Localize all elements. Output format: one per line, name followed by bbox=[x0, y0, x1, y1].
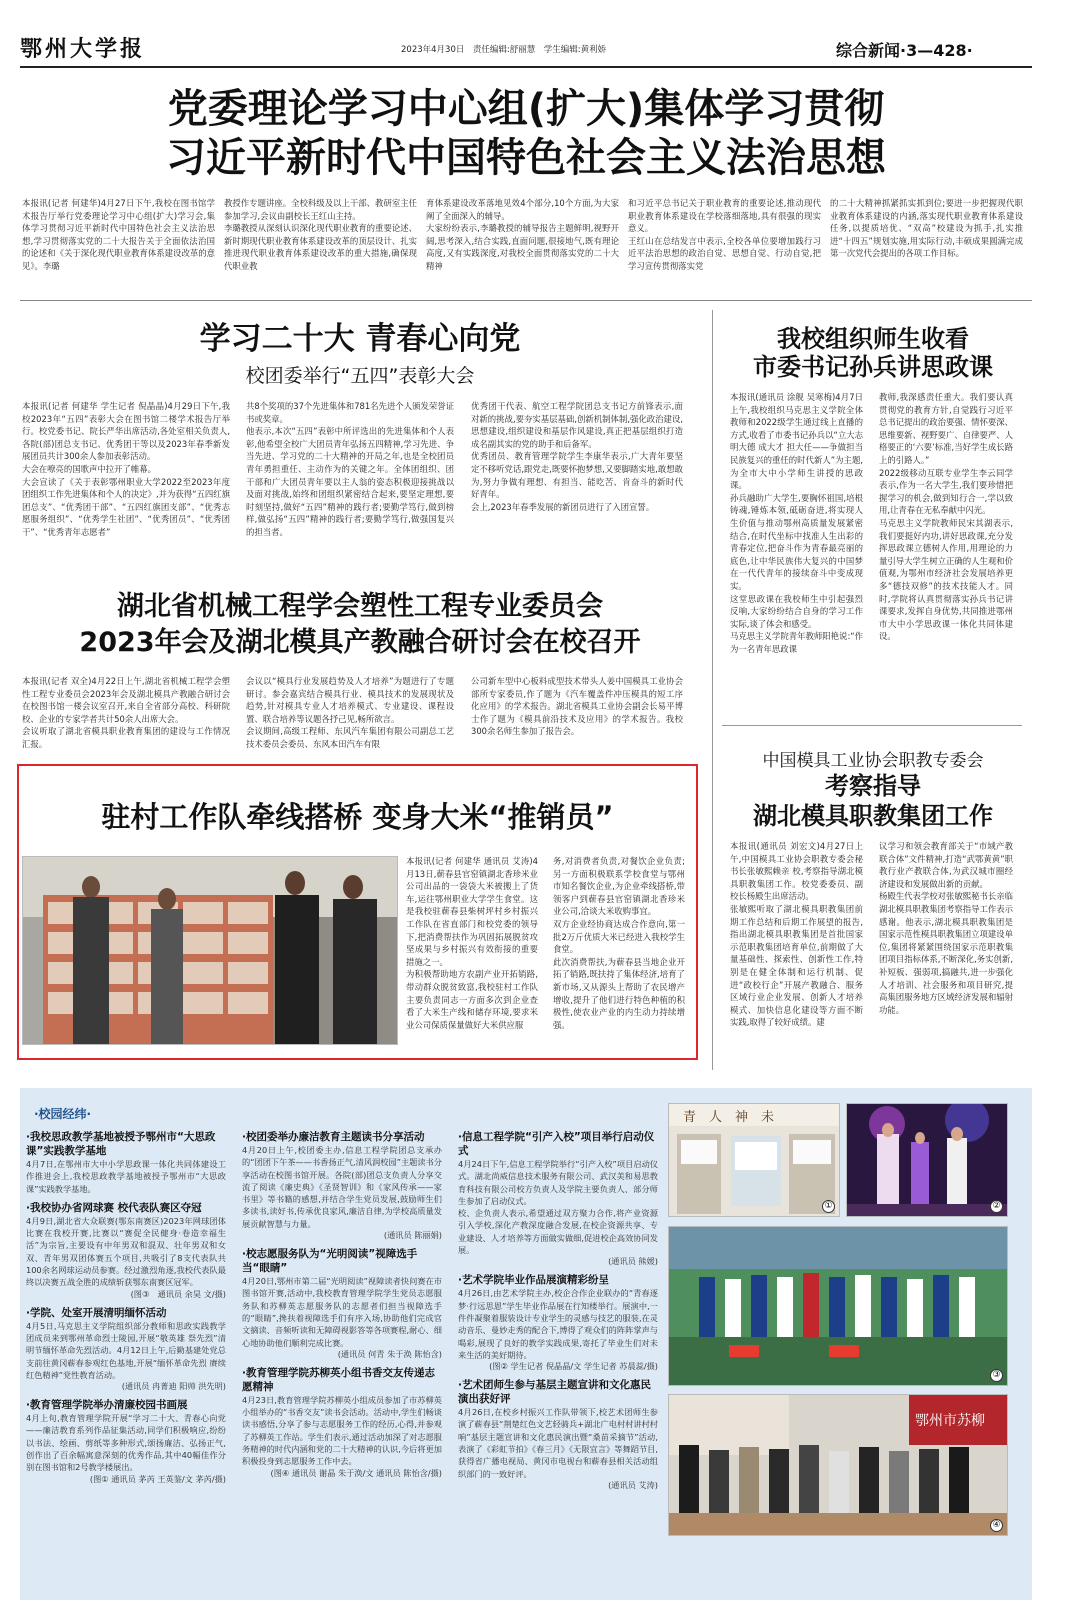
side2-title-line2: 湖北模具职教集团工作 bbox=[753, 801, 993, 830]
brief-body: 4月23日,教育管理学院苏柳英小组成员参加了市苏柳英小组举办的“书香交友”读书会活动。活动中,学生们畅谈读书感悟,分享了参与志愿服务工作的经历,心得,并参观了苏柳英工作站。学生们表示,通过活动加深了对志愿服务精神的时代内涵和党的二十大精神的认识,今后将更加积极投身到志愿服务工作中去。 bbox=[242, 1394, 442, 1467]
brief-title: ·我校思政教学基地被授予鄂州市“大思政课”实践教学基地 bbox=[26, 1131, 216, 1157]
brief-title: ·学院、处室开展清明缅怀活动 bbox=[26, 1306, 167, 1319]
brief-body: 4月20日,鄂州市第二届“光明阅读”视障读者快问赛在市图书馆开赛,活动中,我校教育管理学院学生党员志愿服务队和苏柳英志愿服务队的志愿者们担当视障选手的“眼睛”,搀扶着视障选手们有序入场,协助他们完成官文摘读、音频听读和无障碍视影答等各项赛程,耐心、细心地协助他们顺利完成比赛。 bbox=[242, 1276, 442, 1348]
fashion-show-photo bbox=[847, 1104, 1008, 1217]
brief-title: ·校志愿服务队为“光明阅读”视障选手当“眼睛” bbox=[242, 1248, 418, 1275]
mech-col-3: 公司新车型中心板料成型技术带头人姜中国模具工业协会部所专家委员,作了题为《汽车覆盖件冲压模具的短工序化应用》的学术报告。湖北省模具工业协会副会长易平博士作了题为《模具前沿技术及应用》的学术报告。我校300余名师生参加了报告会。 bbox=[471, 676, 683, 737]
lead-title-line2: 习近平新时代中国特色社会主义法治思想 bbox=[166, 135, 886, 181]
photo-tennis-team bbox=[668, 1226, 1008, 1386]
briefs-col-1 bbox=[26, 1130, 226, 1595]
tennis-team-photo bbox=[669, 1227, 1008, 1386]
side2-kicker: 中国模具工业协会职教专委会 bbox=[762, 751, 984, 771]
brief-body: 4月26日,在校乡村振兴工作队带领下,校艺术团师生参演了蕲春县“荆楚红色文艺轻骑兵+湖北广电村村讲村村响”基层主题宣讲和文化惠民演出暨“桑苗采摘节”活动,表演了《彩虹节拍》《春三月》《无限宜言》等舞蹈节目,获得省广播电视局、黄冈市电视台和蕲春县相关活动组织部门的一致好评。 bbox=[458, 1407, 658, 1479]
youth-title: 学习二十大 青春心向党 bbox=[199, 321, 521, 357]
volunteer-sign-text: 鄂州市苏柳 bbox=[915, 1413, 985, 1429]
mech-col-1: 本报讯(记者 双全)4月22日上午,湖北省机械工程学会塑性工程专业委员会2023年会及湖北模具产教融合研讨会在校图书馆一楼会议室召开,来自全省部分高校、科研院校、企业的专家学者共计50余人出席大会。 会议听取了湖北省模具职业教育集团的建设与工作情况汇报。 bbox=[22, 676, 230, 749]
date-line: 2023年4月30日 责任编辑:舒丽慧 学生编辑:黄利娇 bbox=[401, 45, 607, 55]
photo-volunteer-group bbox=[668, 1394, 1008, 1536]
brief-title: ·我校协办省网球赛 校代表队赛区夺冠 bbox=[26, 1201, 202, 1214]
brief-credit: (图① 通讯员 茅芮 王英鉴/文 茅芮/摄) bbox=[89, 1473, 226, 1484]
brief-item bbox=[242, 1247, 442, 1360]
brief-item bbox=[242, 1130, 442, 1241]
rice-warehouse-photo bbox=[23, 857, 398, 1045]
brief-body: 4月5日,马克思主义学院组织部分教师和思政实践教学团成员来到鄂州革命烈士陵园,开展“敬英雄 祭先烈”清明节缅怀革命先烈活动。4月12日上午,后勤基建处党总支前往黄冈蕲春参观红色基地,开展“缅怀革命先烈 赓续红色精神”党性教育活动。 bbox=[26, 1320, 226, 1380]
briefs-header: ·校园经纬· bbox=[34, 1107, 92, 1121]
brief-body: 4月24日下午,信息工程学院举行“引产入校”项目启动仪式。湖北尚威信息技术服务有限公司、武汉美和易思教育科技有限公司校方负责人及学院主要负责人、部分师生参加了启动仪式。 校、企负责人表示,希望通过双方聚力合作,将产业资源引入学校,深化产教深度融合发展,在校企资源共享、专业建设、人才培养等方面做实做细,促进校企高效协同发展。 bbox=[458, 1159, 658, 1256]
brief-item bbox=[458, 1130, 658, 1267]
youth-col-3: 优秀团干代表、航空工程学院团总支书记方前锋表示,面对新的挑战,要夯实基层基础,创新机制体制,强化政治建设,思想建设,组织建设和基层作风建设,真正把基层组织打造成名副其实的党的助手和后备军。 优秀团员、教育管理学院学生李康华表示,广大青年要坚定不移听党话,跟党走,既要怀抱梦想,又要脚踏实地,敢想敢为,努力争做有理想、有担当、能吃苦、肯奋斗的新时代好青年。 会上,2023年春季发展的新团员进行了入团宣誓。 bbox=[471, 401, 683, 512]
lead-title-line1: 党委理论学习中心组(扩大)集体学习贯彻 bbox=[167, 86, 885, 132]
volunteer-group-photo bbox=[669, 1395, 1008, 1536]
brief-title: ·校团委举办廉洁教育主题读书分享活动 bbox=[242, 1131, 425, 1143]
briefs-col-2 bbox=[242, 1130, 442, 1595]
divider bbox=[20, 300, 1032, 301]
brief-item bbox=[26, 1398, 226, 1484]
header-rule bbox=[20, 66, 1032, 68]
brief-credit: (通讯员 艾涛) bbox=[608, 1479, 658, 1490]
brief-body: 4月7日,在鄂州市大中小学思政课一体化共同体建设工作推进会上,我校思政教学基地被授予鄂州市“大思政课”实践教学基地。 bbox=[26, 1159, 226, 1194]
brief-credit: (通讯员 冉菁迪 阳帅 洪先明) bbox=[121, 1381, 226, 1392]
exhibition-sign-text: 青 人 神 未 bbox=[683, 1110, 775, 1125]
brief-item bbox=[458, 1378, 658, 1491]
brief-body: 4月26日,由艺术学院主办,校企合作企业联办的“青春逐梦·行远思恩”学生毕业作品展在行知楼举行。展演中,一件件凝聚着服装设计专业学生的灵感与技艺的服装,在灵动音乐、曼妙走秀的配合下,博得了观众们的阵阵掌声与喝彩,展现了良好的教学实践成果,寄托了毕业生们对未来生活的美好期待。 bbox=[458, 1288, 658, 1360]
mech-title-line2: 2023年会及湖北模具产教融合研讨会在校召开 bbox=[79, 627, 641, 658]
brief-item bbox=[26, 1130, 226, 1195]
photo-fashion-show bbox=[846, 1103, 1008, 1217]
brief-credit: (图④ 通讯员 谢晶 朱于涣/文 通讯员 陈怡含/摄) bbox=[270, 1467, 442, 1478]
lead-col-2: 教授作专题讲座。全校科级及以上干部、教研室主任参加学习,会议由副校长王红山主持。 李璐教授从深刻认识深化现代职业教育的重要论述、新时期现代职业教育体系建设改革的顶层设计、扎实推进现代职业教育体系建设改革的重大措施,确保现代职业教 bbox=[224, 198, 417, 271]
brief-item bbox=[26, 1306, 226, 1392]
brief-body: 4月20日上午,校团委主办,信息工程学院团总支承办的“团团下午茶——书香扬正气,清风润校园”主题读书分享活动在校图书馆开展。各院(部)团总支负责人分享交流了阅读《廉史典》《圣贤智训》和《家风传承——家书里》等书籍的感想,并结合学生党员发展,鼓励师生们多读书,读好书,传承优良家风,廉洁自律,为学校高质量发展贡献智慧与力量。 bbox=[242, 1145, 442, 1229]
brief-body: 4月上旬,教育管理学院开展“学习二十大、青春心向党——廉洁教育系列作品征集活动,同学们积极响应,纷纷以书法、绘画、剪纸等多种形式,颂扬廉洁、弘扬正气,创作出了百余幅寓意深刻的优秀作品,其中40幅佳作分别在图书馆和2号教学楼展出。 bbox=[26, 1413, 226, 1473]
brief-credit: (通讯员 熊媛) bbox=[608, 1256, 658, 1267]
side1-title-line1: 我校组织师生收看 bbox=[777, 324, 969, 353]
brief-title: ·艺术学院毕业作品展演精彩纷呈 bbox=[458, 1274, 609, 1287]
brief-credit: (图② 学生记者 倪晶晶/文 学生记者 苏晨蕊/摄) bbox=[489, 1361, 658, 1372]
lead-col-4: 和习近平总书记关于职业教育的重要论述,推动现代职业教育体系建设在学校落细落地,具有很强的现实意义。 王红山在总结发言中表示,全校各单位要增加践行习近平法治思想的政治自觉、思想自觉、行动自觉,把学习宣传贯彻落实党 bbox=[628, 198, 821, 271]
village-photo bbox=[22, 856, 398, 1045]
brief-title: ·信息工程学院“引产入校”项目举行启动仪式 bbox=[458, 1131, 655, 1157]
brief-credit: (通讯员 陈丽娟) bbox=[383, 1230, 442, 1241]
side2-col-2: 议学习和领会教育部关于“市域产教联合体”文件精神,打造“武鄂黄黄”职教行业产教联合体,为武汉城市圈经济建设和发展做出新的贡献。 杨殿生代表学校对张敏熙秘书长亲临湖北模具职教集团考察指导工作表示感谢。他表示,湖北模具职教集团是国家示范性模具职教集团立项建设单位,集团将紧紧围绕国家示范职教集团项目指标体系,不断深化,务实创新,补短板、强弱项,搞融共,进一步强化人才培训、社会服务和项目研究,提高集团服务地方区域经济发展和辐射功能。 bbox=[879, 841, 1013, 1015]
section-label: 综合新闻·3—428· bbox=[836, 41, 973, 60]
mech-title-line1: 湖北省机械工程学会塑性工程专业委员会 bbox=[117, 591, 603, 622]
youth-subtitle: 校团委举行“五四”表彰大会 bbox=[245, 365, 475, 387]
mech-col-2: 会议以“模具行业发展趋势及人才培养”为题进行了专题研讨。参会嘉宾结合模具行业、模具技术的发展现状及趋势,针对模具专业人才培养模式、专业建设、课程设置、联合培养等议题各抒己见,畅所欲言。 会议期间,高级工程师、东风汽车集团有限公司副总工艺技术委员会委员、东风本田汽车有限 bbox=[246, 676, 454, 749]
photo-exhibition bbox=[668, 1103, 840, 1217]
brief-item bbox=[242, 1366, 442, 1479]
side2-title-line1: 考察指导 bbox=[825, 771, 921, 800]
brief-item bbox=[26, 1201, 226, 1300]
photo-label: ③ bbox=[990, 1369, 1003, 1382]
brief-credit: (通讯员 何青 朱于涣 陈怡含) bbox=[337, 1348, 442, 1359]
side1-col-2: 教师,我深感责任重大。我们要认真贯彻党的教育方针,自觉践行习近平总书记提出的政治要强、情怀要深、思维要新、视野要广、自律要严、人格要正的‘六要’标准,当好学生成长路上的引路人。” 2022级移动互联专业学生李云同学表示,作为一名大学生,我们要珍惜把握学习的机会,做到知行合一,学以致用,让青春在无私奉献中闪光。 马克思主义学院教师民宋其湖表示,我们要挺好内功,讲好思政课,充分发挥思政课立德树人作用,用理论的力量引导大学生树立正确的人生观和价值观,为鄂州市经济社会发展培养更多“德技双修”的技术技能人才。同时,学院将认真贯彻落实孙兵书记讲课要求,发挥自身优势,共同推进鄂州市大中小学思政课一体化共同体建设。 bbox=[879, 392, 1013, 642]
briefs-col-3 bbox=[458, 1130, 658, 1595]
village-title: 驻村工作队牵线搭桥 变身大米“推销员” bbox=[101, 800, 614, 834]
village-col-1: 本报讯(记者 何建华 通讯员 艾涛)4月13日,蕲春县官窑镇湖北香珍米业公司出品的一袋袋大米被搬上了货车,运往鄂州职业大学学生食堂。这是我校驻蕲春县柴树坪村乡村振兴工作队在省直部门和校党委的领导下,把消费帮扶作为巩固拓展脱贫攻坚成果与乡村振兴有效衔接的重要措施之一。 为积极帮助地方农副产业开拓销路,带动群众脱贫致富,我校驻村工作队主要负责同志一方面多次到企业查看了大米生产线和储存环境,要求米业公司保质保量做好大米供应服 bbox=[406, 856, 538, 1030]
masthead: 鄂州大学报 bbox=[20, 36, 146, 62]
youth-col-2: 共8个奖项的37个先进集体和781名先进个人颁发荣誉证书或奖章。 他表示,本次“五四”表彰中所评选出的先进集体和个人表彰,他希望全校广大团员青年弘扬五四精神,学习先进、争当先进、学习党的二十大精神的开局之年,也是全校团员青年勇担重任、主动作为的关键之年。全体团组织、团干部和广大团员青年要以主人翁的姿态积极迎接挑战以及面对挑战,始终和团组织紧密结合起来,要坚定理想,要时刻坚持,做好“五四”精神的践行者;要勤学笃行,做到榜样,做弘扬“五四”精神的践行者;要勤学笃行,做强国复兴的担当者。 bbox=[246, 401, 454, 537]
photo-label: ② bbox=[990, 1200, 1003, 1213]
calligraphy-exhibition-photo bbox=[669, 1104, 840, 1217]
brief-title: ·艺术团师生参与基层主题宣讲和文化惠民演出获好评 bbox=[458, 1379, 651, 1406]
youth-col-1: 本报讯(记者 何建华 学生记者 倪晶晶)4月29日下午,我校2023年“五四”表彰大会在图书馆二楼学术报告厅举行。校党委书记、院长严华出席活动,各处室相关负责人,各院(部)团总支书记、优秀团干等以及2023年春季新发展团员共计300余人参加表彰活动。 大会在嘹亮的国歌声中拉开了帷幕。 大会宣读了《关于表彰鄂州职业大学2022至2023年度团组织工作先进集体和个人的决定》,并为获得“五四红旗团总支”、“优秀团干部”、“五四红旗团支部”、“优秀志愿服务组织”、“优秀学生社团”、“优秀团员”、“优秀团干”、“优秀青年志愿者” bbox=[22, 401, 230, 537]
brief-credit: (图③ 通讯员 余昊 文/摄) bbox=[130, 1288, 226, 1299]
lead-col-1: 本报讯(记者 何建华)4月27日下午,我校在图书馆学术报告厅举行党委理论学习中心组(扩大)学习会,集体学习贯彻习近平新时代中国特色社会主义法治思想,学习贯彻落实党的二十大报告关于全面依法治国的论述和《关于深化现代职业教育体系建设改革的意见》。李璐 bbox=[22, 198, 215, 271]
side2-col-1: 本报讯(通讯员 刘宏文)4月27日上午,中国模具工业协会职教专委会秘书长张敏熙赖亲 校,考察指导湖北模具职教集团工作。校党委委员、副校长杨殿生出席活动。 张敏熙听取了湖北模具职教集团前期工作总结和后期工作展望的报告,指出湖北模具职教集团是首批国家示范职教集团培育单位,前期做了大量基础性、探索性、创新性工作,特别是在健全体制和运行机制、促进“政校行企”开展产教融合、服务区域行业企业发展、创新人才培养模式、加快信息化建设等方面不断实践,取得了较好成绩。建 bbox=[730, 841, 863, 1028]
vertical-rule bbox=[712, 310, 713, 1070]
photo-label: ① bbox=[822, 1200, 835, 1213]
divider bbox=[722, 725, 1022, 726]
brief-body: 4月9日,湖北省大众联赛(鄂东南赛区)2023年网球团体比赛在我校开赛,比赛以“赛促全民健身·卷造幸福生活”为宗旨,主要设有中年男双和混双、壮年男双和女双、青年男双团体赛五个项目,共吸引了8支代表队共100余名网球运动员参赛。经过激烈角逐,我校代表队最终以决赛五战全胜的成绩斩获鄂东南赛区冠军。 bbox=[26, 1215, 226, 1288]
side1-title-line2: 市委书记孙兵讲思政课 bbox=[753, 352, 993, 381]
photo-label: ④ bbox=[990, 1519, 1003, 1532]
lead-col-3: 育体系建设改革落地见效4个部分,10个方面,为大家阐了全面深入的辅导。 大家纷纷表示,李璐教授的辅导报告主题鲜明,视野开阔,思考深入,结合实践,直面问题,很接地气,既有理论高度,又有实践深度,对我校全面贯彻落实党的二十大精神 bbox=[426, 198, 619, 271]
brief-title: ·教育管理学院举办清廉校园书画展 bbox=[26, 1399, 188, 1412]
lead-col-5: 的二十大精神抓紧抓实抓到位;要进一步把握现代职业教育体系建设的内涵,落实现代职业教育体系建设任务,以提质培优、“双高”校建设为抓手,扎实推进“十四五”规划实施,用实际行动,丰硕成果圆满完成第一次党代会提出的各项工作目标。 bbox=[830, 198, 1023, 259]
village-col-2: 务,对消费者负责,对餐饮企业负责;另一方面积极联系学校食堂与鄂州市知名餐饮企业,为企业牵线搭桥,带领客户到蕲春县官窑镇湖北香珍米业公司,洽谈大米收购事宜。 双方企业经协商达成合作意向,第一批2万斤优质大米已经进入我校学生食堂。 此次消费帮扶,为蕲春县当地企业开拓了销路,既扶持了集体经济,培育了新市场,又从源头上帮助了农民增产增收,提升了他们进行特色种植的积极性,使农业产业的内生动力持续增强。 bbox=[553, 856, 685, 1030]
brief-title: ·教育管理学院苏柳英小组书香交友传递志愿精神 bbox=[242, 1366, 435, 1393]
brief-item bbox=[458, 1273, 658, 1372]
side1-col-1: 本报讯(通讯员 涂舰 吴寒梅)4月7日上午,我校组织马克思主义学院全体教师和2022级学生通过线上直播的方式,收看了市委书记孙兵以“立大志 明大德 成大才 担大任——争做担当民族复兴的重任的时代新人”为主题,为全市大中小学师生讲授的思政课。 孙兵融助广大学生,要胸怀祖国,培根铸魂,锤炼本领,砥砺奋进,将实现人生价值与推动鄂州高质量发展紧密结合,在时代坐标中找准人生出彩的青春定位,把奋斗作为青春最亮丽的底色,让中华民族伟大复兴的中国梦在一代代青年的接续奋斗中变成现实。 这堂思政课在我校师生中引起强烈反响,大家纷纷结合自身的学习工作实际,谈了体会和感受。 马克思主义学院青年教师阳艳说:“作为一名青年思政课 bbox=[730, 392, 863, 654]
